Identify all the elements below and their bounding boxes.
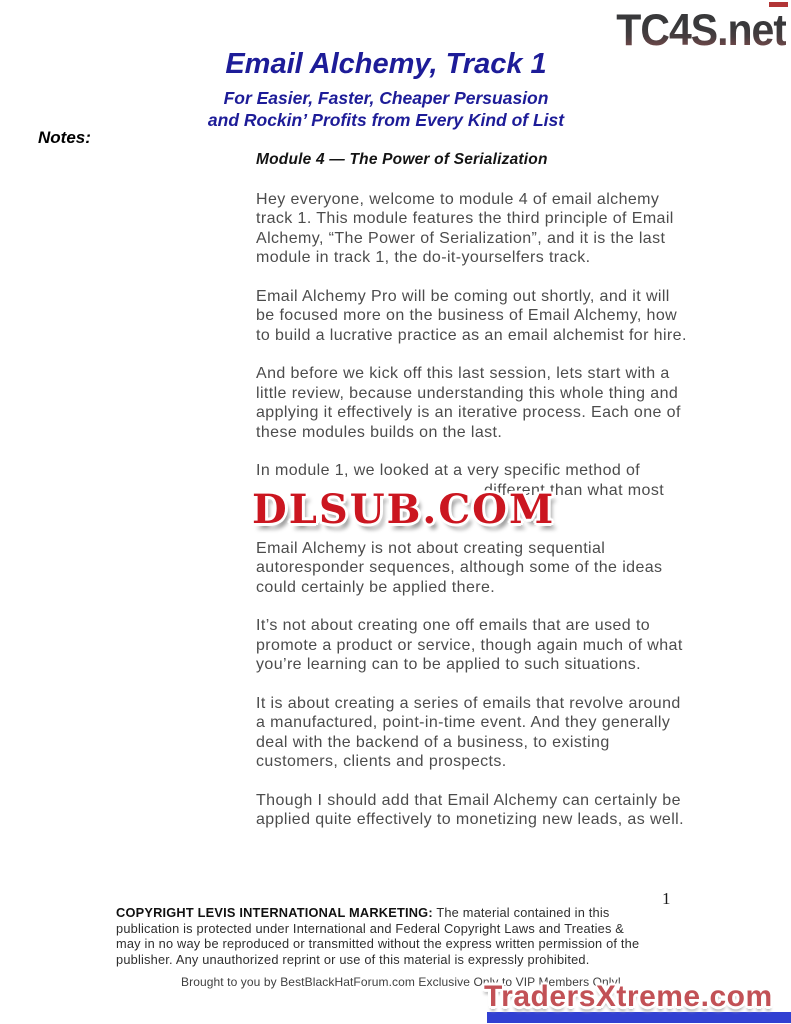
notes-label: Notes: bbox=[38, 128, 91, 147]
title-block bbox=[80, 48, 692, 131]
page-number: 1 bbox=[662, 889, 671, 908]
copyright-body-text: The material contained in this publication is protected under International and Federal Copyright Laws and Treaties & may in no way be reproduced or transmitted without the express written permission of the publisher. Any unauthorized reprint or use of this material is expressly prohibited. bbox=[116, 905, 640, 967]
tradersxtreme-site-watermark-logo: TradersXtreme.com bbox=[484, 980, 773, 1013]
page-subtitle-line1: For Easier, Faster, Cheaper Persuasion bbox=[223, 88, 549, 108]
occluded-paragraph-line1: In module 1, we looked at a very specific method of bbox=[256, 462, 641, 479]
paragraph: It’s not about creating one off emails that are used to promote a product or service, though again much of what you’re learning can to be applied to such situations. bbox=[256, 617, 683, 673]
copyright-notice bbox=[116, 905, 650, 967]
brought-to-you-by-line: Brought to you by BestBlackHatForum.com Exclusive Only to VIP Members Only! bbox=[181, 975, 622, 989]
page-title: Email Alchemy, Track 1 bbox=[225, 48, 547, 80]
copyright-lead-label: COPYRIGHT LEVIS INTERNATIONAL MARKETING: bbox=[116, 905, 433, 920]
tc4s-site-watermark-logo: TC4S.net bbox=[616, 5, 786, 55]
paragraph: Though I should add that Email Alchemy can certainly be applied quite effectively to monetizing new leads, as well. bbox=[256, 791, 684, 828]
module-heading: Module 4 — The Power of Serialization bbox=[256, 151, 548, 168]
page-subtitle-line2: and Rockin’ Profits from Every Kind of List bbox=[207, 110, 565, 130]
occluded-paragraph-line2-tail: different than what most bbox=[484, 481, 665, 499]
paragraph: Email Alchemy Pro will be coming out shortly, and it will be focused more on the business of Email Alchemy, how to build a lucrative practice as an email alchemist for hire. bbox=[256, 287, 687, 344]
paragraph: Email Alchemy is not about creating sequential autoresponder sequences, although some of the ideas could certainly be applied there. bbox=[256, 539, 663, 596]
paragraph: And before we kick off this last session, lets start with a little review, because understanding this whole thing and applying it effectively is an iterative process. Each one of these modules builds on the last. bbox=[256, 365, 681, 441]
paragraph: Hey everyone, welcome to module 4 of email alchemy track 1. This module features the third principle of Email Alchemy, “The Power of Serialization”, and it is the last module in track 1, the do-it-yourselfers track. bbox=[256, 190, 674, 266]
paragraph: It is about creating a series of emails that revolve around a manufactured, point-in-time event. And they generally deal with the backend of a business, to existing customers, clients and prospects. bbox=[256, 694, 681, 770]
dlsub-watermark: DLSUB.COM bbox=[252, 486, 556, 533]
